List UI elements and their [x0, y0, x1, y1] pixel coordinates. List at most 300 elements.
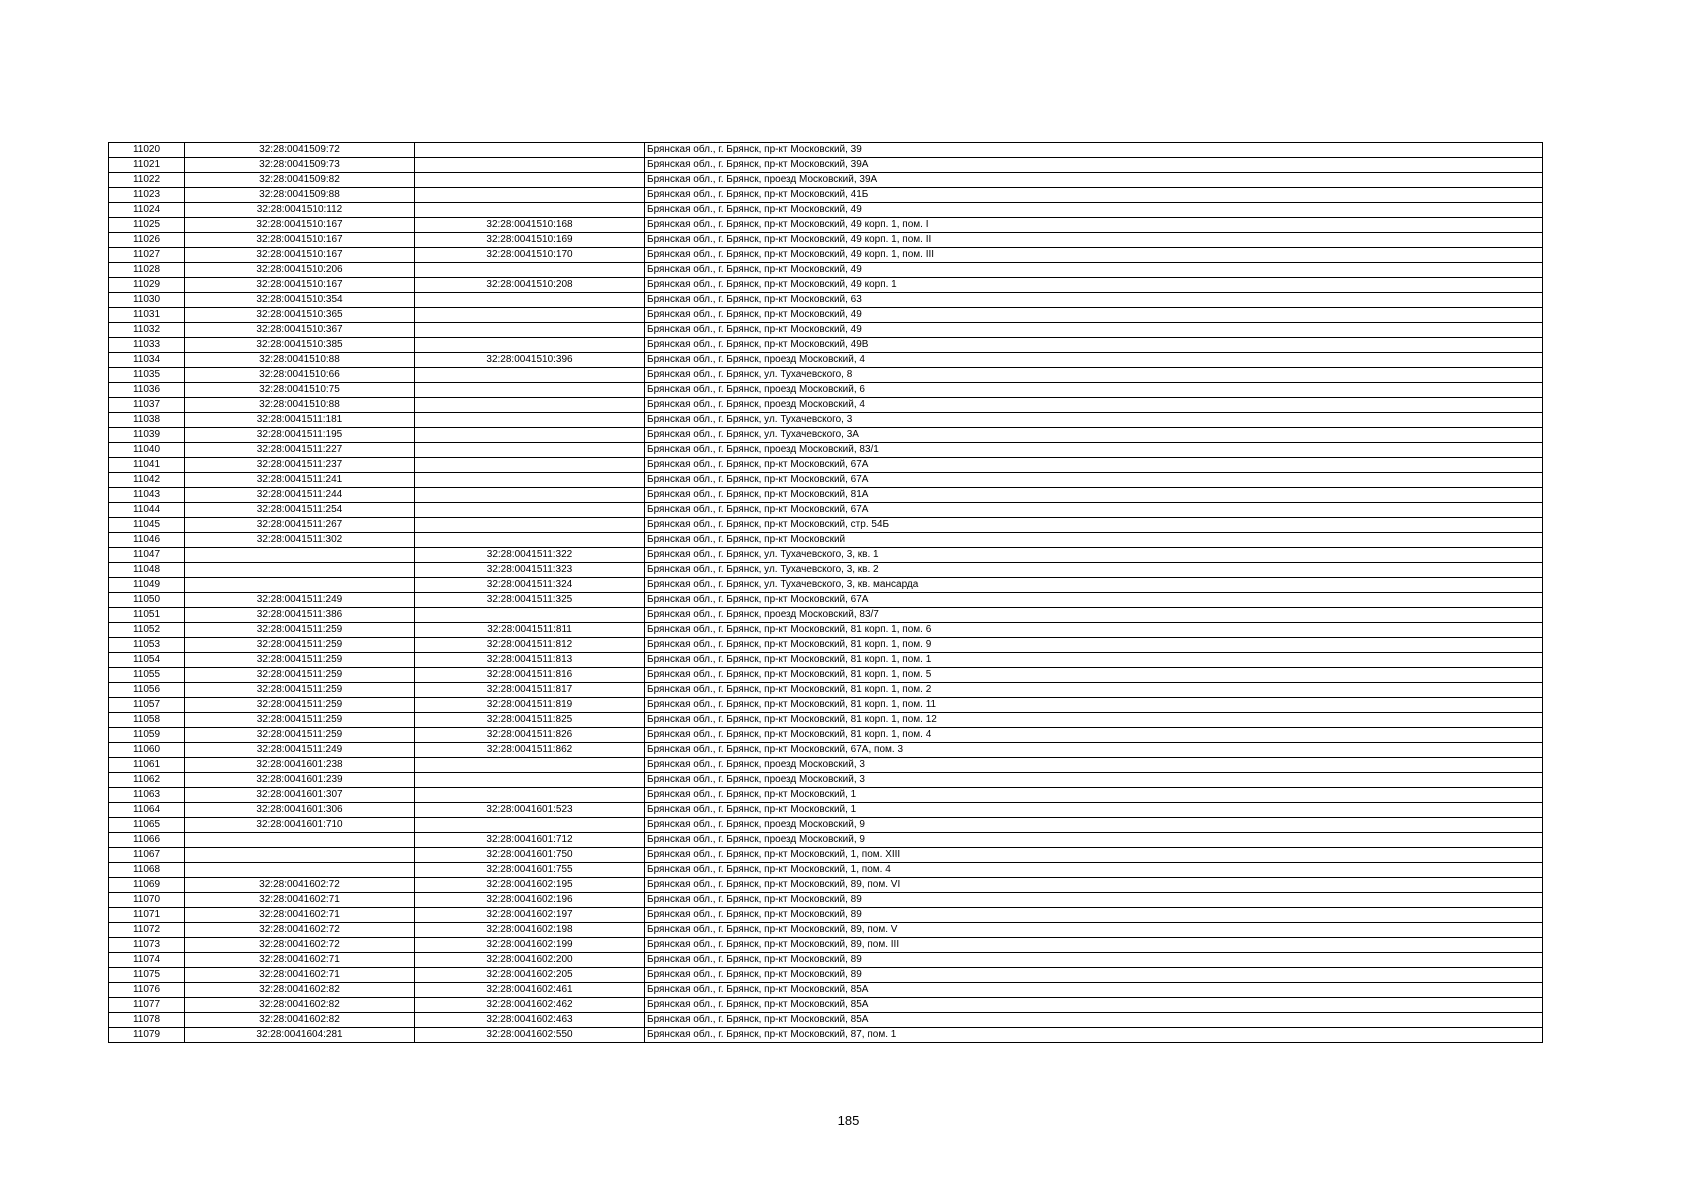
cadastral-number-cell: 32:28:0041602:71 [185, 893, 415, 908]
row-number-cell: 11049 [109, 578, 185, 593]
address-cell: Брянская обл., г. Брянск, пр-кт Московский, 41Б [645, 188, 1543, 203]
related-cadastral-number-cell: 32:28:0041510:170 [415, 248, 645, 263]
related-cadastral-number-cell: 32:28:0041511:819 [415, 698, 645, 713]
cadastral-number-cell: 32:28:0041511:386 [185, 608, 415, 623]
address-cell: Брянская обл., г. Брянск, пр-кт Московский, 67А [645, 503, 1543, 518]
address-cell: Брянская обл., г. Брянск, проезд Московский, 3 [645, 773, 1543, 788]
related-cadastral-number-cell: 32:28:0041602:198 [415, 923, 645, 938]
cadastral-number-cell: 32:28:0041602:82 [185, 998, 415, 1013]
address-cell: Брянская обл., г. Брянск, ул. Тухачевского, 3 [645, 413, 1543, 428]
related-cadastral-number-cell [415, 533, 645, 548]
row-number-cell: 11072 [109, 923, 185, 938]
row-number-cell: 11032 [109, 323, 185, 338]
related-cadastral-number-cell: 32:28:0041602:205 [415, 968, 645, 983]
address-cell: Брянская обл., г. Брянск, проезд Московский, 39А [645, 173, 1543, 188]
cadastral-number-cell: 32:28:0041511:241 [185, 473, 415, 488]
address-cell: Брянская обл., г. Брянск, ул. Тухачевского, 3А [645, 428, 1543, 443]
table-row [109, 773, 1543, 788]
cadastral-number-cell [185, 863, 415, 878]
row-number-cell: 11047 [109, 548, 185, 563]
table-row [109, 743, 1543, 758]
table-row [109, 968, 1543, 983]
table-row [109, 593, 1543, 608]
cadastral-number-cell: 32:28:0041509:88 [185, 188, 415, 203]
address-cell: Брянская обл., г. Брянск, пр-кт Московский, 81 корп. 1, пом. 6 [645, 623, 1543, 638]
related-cadastral-number-cell [415, 158, 645, 173]
table-row [109, 1028, 1543, 1043]
cadastral-number-cell: 32:28:0041510:112 [185, 203, 415, 218]
address-cell: Брянская обл., г. Брянск, пр-кт Московский, 67А [645, 458, 1543, 473]
related-cadastral-number-cell: 32:28:0041601:523 [415, 803, 645, 818]
cadastral-number-cell: 32:28:0041510:167 [185, 278, 415, 293]
cadastral-number-cell: 32:28:0041602:71 [185, 908, 415, 923]
table-row [109, 428, 1543, 443]
address-cell: Брянская обл., г. Брянск, пр-кт Московский, 81 корп. 1, пом. 1 [645, 653, 1543, 668]
table-row [109, 758, 1543, 773]
address-cell: Брянская обл., г. Брянск, пр-кт Московский, 39А [645, 158, 1543, 173]
row-number-cell: 11064 [109, 803, 185, 818]
row-number-cell: 11074 [109, 953, 185, 968]
row-number-cell: 11028 [109, 263, 185, 278]
related-cadastral-number-cell: 32:28:0041510:168 [415, 218, 645, 233]
address-cell: Брянская обл., г. Брянск, ул. Тухачевского, 8 [645, 368, 1543, 383]
related-cadastral-number-cell [415, 263, 645, 278]
related-cadastral-number-cell: 32:28:0041511:324 [415, 578, 645, 593]
table-row [109, 713, 1543, 728]
row-number-cell: 11055 [109, 668, 185, 683]
row-number-cell: 11060 [109, 743, 185, 758]
row-number-cell: 11038 [109, 413, 185, 428]
address-cell: Брянская обл., г. Брянск, пр-кт Московский, 89, пом. V [645, 923, 1543, 938]
address-cell: Брянская обл., г. Брянск, пр-кт Московский, 67А [645, 593, 1543, 608]
cadastral-number-cell: 32:28:0041510:365 [185, 308, 415, 323]
address-cell: Брянская обл., г. Брянск, пр-кт Московский, 81 корп. 1, пом. 4 [645, 728, 1543, 743]
cadastral-number-cell: 32:28:0041602:82 [185, 983, 415, 998]
cadastral-number-cell: 32:28:0041602:71 [185, 968, 415, 983]
address-cell: Брянская обл., г. Брянск, пр-кт Московский, 89 [645, 893, 1543, 908]
row-number-cell: 11040 [109, 443, 185, 458]
table-row [109, 263, 1543, 278]
cadastral-number-cell: 32:28:0041601:238 [185, 758, 415, 773]
address-cell: Брянская обл., г. Брянск, проезд Московский, 4 [645, 353, 1543, 368]
cadastral-number-cell: 32:28:0041510:167 [185, 233, 415, 248]
row-number-cell: 11046 [109, 533, 185, 548]
address-cell: Брянская обл., г. Брянск, проезд Московский, 9 [645, 818, 1543, 833]
row-number-cell: 11051 [109, 608, 185, 623]
cadastral-number-cell [185, 848, 415, 863]
table-row [109, 473, 1543, 488]
related-cadastral-number-cell [415, 818, 645, 833]
table-row [109, 458, 1543, 473]
row-number-cell: 11044 [109, 503, 185, 518]
address-cell: Брянская обл., г. Брянск, пр-кт Московский, 81 корп. 1, пом. 2 [645, 683, 1543, 698]
related-cadastral-number-cell: 32:28:0041602:200 [415, 953, 645, 968]
table-row [109, 398, 1543, 413]
cadastral-number-cell: 32:28:0041510:167 [185, 248, 415, 263]
related-cadastral-number-cell: 32:28:0041511:323 [415, 563, 645, 578]
table-row [109, 203, 1543, 218]
table-row [109, 443, 1543, 458]
address-cell: Брянская обл., г. Брянск, пр-кт Московский, 81 корп. 1, пом. 9 [645, 638, 1543, 653]
address-cell: Брянская обл., г. Брянск, пр-кт Московский, 1 [645, 788, 1543, 803]
table-row [109, 938, 1543, 953]
table-row [109, 923, 1543, 938]
row-number-cell: 11024 [109, 203, 185, 218]
cadastral-number-cell: 32:28:0041509:82 [185, 173, 415, 188]
related-cadastral-number-cell: 32:28:0041511:826 [415, 728, 645, 743]
table-row [109, 1013, 1543, 1028]
cadastral-number-cell: 32:28:0041510:385 [185, 338, 415, 353]
related-cadastral-number-cell: 32:28:0041511:322 [415, 548, 645, 563]
table-row [109, 953, 1543, 968]
related-cadastral-number-cell [415, 488, 645, 503]
related-cadastral-number-cell: 32:28:0041602:462 [415, 998, 645, 1013]
row-number-cell: 11079 [109, 1028, 185, 1043]
row-number-cell: 11070 [109, 893, 185, 908]
address-cell: Брянская обл., г. Брянск, пр-кт Московский, 89, пом. VI [645, 878, 1543, 893]
related-cadastral-number-cell [415, 398, 645, 413]
cadastral-number-cell: 32:28:0041511:259 [185, 728, 415, 743]
cadastral-number-cell: 32:28:0041511:181 [185, 413, 415, 428]
address-cell: Брянская обл., г. Брянск, проезд Московский, 83/7 [645, 608, 1543, 623]
address-cell: Брянская обл., г. Брянск, пр-кт Московский, 89, пом. III [645, 938, 1543, 953]
address-cell: Брянская обл., г. Брянск, проезд Московский, 4 [645, 398, 1543, 413]
cadastral-number-cell: 32:28:0041511:195 [185, 428, 415, 443]
related-cadastral-number-cell [415, 188, 645, 203]
table-row [109, 698, 1543, 713]
table-row [109, 998, 1543, 1013]
address-cell: Брянская обл., г. Брянск, пр-кт Московский, 81 корп. 1, пом. 5 [645, 668, 1543, 683]
cadastral-number-cell [185, 548, 415, 563]
cadastral-number-cell: 32:28:0041510:75 [185, 383, 415, 398]
related-cadastral-number-cell: 32:28:0041602:195 [415, 878, 645, 893]
address-cell: Брянская обл., г. Брянск, пр-кт Московский, 1, пом. XIII [645, 848, 1543, 863]
cadastral-number-cell: 32:28:0041511:259 [185, 638, 415, 653]
address-cell: Брянская обл., г. Брянск, пр-кт Московский, 67А [645, 473, 1543, 488]
address-cell: Брянская обл., г. Брянск, проезд Московский, 3 [645, 758, 1543, 773]
row-number-cell: 11053 [109, 638, 185, 653]
table-row [109, 188, 1543, 203]
related-cadastral-number-cell [415, 203, 645, 218]
row-number-cell: 11025 [109, 218, 185, 233]
table-row [109, 278, 1543, 293]
table-row [109, 818, 1543, 833]
table-row [109, 218, 1543, 233]
row-number-cell: 11041 [109, 458, 185, 473]
related-cadastral-number-cell [415, 308, 645, 323]
cadastral-number-cell [185, 578, 415, 593]
cadastral-number-cell: 32:28:0041602:82 [185, 1013, 415, 1028]
related-cadastral-number-cell [415, 773, 645, 788]
cadastral-number-cell: 32:28:0041511:237 [185, 458, 415, 473]
address-cell: Брянская обл., г. Брянск, пр-кт Московский, 89 [645, 968, 1543, 983]
row-number-cell: 11068 [109, 863, 185, 878]
row-number-cell: 11076 [109, 983, 185, 998]
row-number-cell: 11043 [109, 488, 185, 503]
table-row [109, 338, 1543, 353]
row-number-cell: 11063 [109, 788, 185, 803]
address-cell: Брянская обл., г. Брянск, пр-кт Московский, 89 [645, 908, 1543, 923]
table-row [109, 608, 1543, 623]
related-cadastral-number-cell [415, 323, 645, 338]
cadastral-number-cell: 32:28:0041511:267 [185, 518, 415, 533]
row-number-cell: 11067 [109, 848, 185, 863]
registry-table-body [109, 143, 1543, 1043]
row-number-cell: 11033 [109, 338, 185, 353]
cadastral-number-cell: 32:28:0041601:306 [185, 803, 415, 818]
table-row [109, 878, 1543, 893]
related-cadastral-number-cell: 32:28:0041511:862 [415, 743, 645, 758]
table-row [109, 233, 1543, 248]
cadastral-number-cell: 32:28:0041602:71 [185, 953, 415, 968]
table-row [109, 383, 1543, 398]
row-number-cell: 11027 [109, 248, 185, 263]
row-number-cell: 11071 [109, 908, 185, 923]
row-number-cell: 11069 [109, 878, 185, 893]
row-number-cell: 11075 [109, 968, 185, 983]
cadastral-number-cell: 32:28:0041509:72 [185, 143, 415, 158]
table-row [109, 563, 1543, 578]
cadastral-number-cell: 32:28:0041511:259 [185, 653, 415, 668]
related-cadastral-number-cell [415, 413, 645, 428]
related-cadastral-number-cell [415, 338, 645, 353]
table-row [109, 143, 1543, 158]
row-number-cell: 11022 [109, 173, 185, 188]
address-cell: Брянская обл., г. Брянск, пр-кт Московский, 85А [645, 1013, 1543, 1028]
related-cadastral-number-cell [415, 758, 645, 773]
cadastral-number-cell: 32:28:0041510:167 [185, 218, 415, 233]
table-row [109, 893, 1543, 908]
table-row [109, 248, 1543, 263]
table-row [109, 683, 1543, 698]
cadastral-number-cell: 32:28:0041511:254 [185, 503, 415, 518]
row-number-cell: 11050 [109, 593, 185, 608]
address-cell: Брянская обл., г. Брянск, проезд Московский, 9 [645, 833, 1543, 848]
table-row [109, 623, 1543, 638]
cadastral-number-cell: 32:28:0041511:244 [185, 488, 415, 503]
row-number-cell: 11048 [109, 563, 185, 578]
related-cadastral-number-cell: 32:28:0041602:196 [415, 893, 645, 908]
table-row [109, 638, 1543, 653]
cadastral-number-cell: 32:28:0041511:249 [185, 593, 415, 608]
cadastral-number-cell: 32:28:0041511:249 [185, 743, 415, 758]
address-cell: Брянская обл., г. Брянск, пр-кт Московский, 39 [645, 143, 1543, 158]
cadastral-number-cell: 32:28:0041604:281 [185, 1028, 415, 1043]
related-cadastral-number-cell: 32:28:0041511:813 [415, 653, 645, 668]
related-cadastral-number-cell: 32:28:0041602:463 [415, 1013, 645, 1028]
table-row [109, 308, 1543, 323]
cadastral-number-cell: 32:28:0041510:206 [185, 263, 415, 278]
address-cell: Брянская обл., г. Брянск, пр-кт Московский, 1, пом. 4 [645, 863, 1543, 878]
related-cadastral-number-cell [415, 608, 645, 623]
row-number-cell: 11077 [109, 998, 185, 1013]
related-cadastral-number-cell: 32:28:0041601:750 [415, 848, 645, 863]
cadastral-number-cell: 32:28:0041602:72 [185, 923, 415, 938]
address-cell: Брянская обл., г. Брянск, пр-кт Московский, 49В [645, 338, 1543, 353]
row-number-cell: 11054 [109, 653, 185, 668]
address-cell: Брянская обл., г. Брянск, пр-кт Московский, стр. 54Б [645, 518, 1543, 533]
address-cell: Брянская обл., г. Брянск, пр-кт Московский, 1 [645, 803, 1543, 818]
address-cell: Брянская обл., г. Брянск, проезд Московский, 83/1 [645, 443, 1543, 458]
related-cadastral-number-cell [415, 458, 645, 473]
address-cell: Брянская обл., г. Брянск, пр-кт Московский, 89 [645, 953, 1543, 968]
address-cell: Брянская обл., г. Брянск, пр-кт Московский, 49 [645, 308, 1543, 323]
row-number-cell: 11057 [109, 698, 185, 713]
cadastral-number-cell: 32:28:0041511:259 [185, 713, 415, 728]
table-row [109, 728, 1543, 743]
table-row [109, 578, 1543, 593]
row-number-cell: 11029 [109, 278, 185, 293]
row-number-cell: 11065 [109, 818, 185, 833]
related-cadastral-number-cell [415, 503, 645, 518]
related-cadastral-number-cell: 32:28:0041511:816 [415, 668, 645, 683]
related-cadastral-number-cell: 32:28:0041511:811 [415, 623, 645, 638]
address-cell: Брянская обл., г. Брянск, пр-кт Московский, 87, пом. 1 [645, 1028, 1543, 1043]
cadastral-number-cell [185, 833, 415, 848]
table-row [109, 833, 1543, 848]
cadastral-number-cell: 32:28:0041510:66 [185, 368, 415, 383]
address-cell: Брянская обл., г. Брянск, пр-кт Московский, 81 корп. 1, пом. 12 [645, 713, 1543, 728]
table-row [109, 518, 1543, 533]
row-number-cell: 11030 [109, 293, 185, 308]
table-row [109, 353, 1543, 368]
table-row [109, 293, 1543, 308]
table-row [109, 908, 1543, 923]
registry-table-container [108, 142, 1542, 1043]
address-cell: Брянская обл., г. Брянск, ул. Тухачевского, 3, кв. мансарда [645, 578, 1543, 593]
related-cadastral-number-cell: 32:28:0041510:169 [415, 233, 645, 248]
related-cadastral-number-cell [415, 473, 645, 488]
address-cell: Брянская обл., г. Брянск, пр-кт Московский, 49 корп. 1, пом. III [645, 248, 1543, 263]
related-cadastral-number-cell: 32:28:0041602:550 [415, 1028, 645, 1043]
address-cell: Брянская обл., г. Брянск, пр-кт Московский, 63 [645, 293, 1543, 308]
cadastral-number-cell: 32:28:0041602:72 [185, 878, 415, 893]
related-cadastral-number-cell: 32:28:0041601:712 [415, 833, 645, 848]
row-number-cell: 11045 [109, 518, 185, 533]
address-cell: Брянская обл., г. Брянск, пр-кт Московский, 49 [645, 323, 1543, 338]
related-cadastral-number-cell: 32:28:0041601:755 [415, 863, 645, 878]
related-cadastral-number-cell: 32:28:0041511:817 [415, 683, 645, 698]
row-number-cell: 11037 [109, 398, 185, 413]
cadastral-number-cell: 32:28:0041511:259 [185, 623, 415, 638]
address-cell: Брянская обл., г. Брянск, пр-кт Московский, 67А, пом. 3 [645, 743, 1543, 758]
row-number-cell: 11042 [109, 473, 185, 488]
related-cadastral-number-cell: 32:28:0041510:208 [415, 278, 645, 293]
row-number-cell: 11078 [109, 1013, 185, 1028]
related-cadastral-number-cell [415, 143, 645, 158]
table-row [109, 173, 1543, 188]
cadastral-number-cell: 32:28:0041511:302 [185, 533, 415, 548]
related-cadastral-number-cell: 32:28:0041511:825 [415, 713, 645, 728]
row-number-cell: 11035 [109, 368, 185, 383]
row-number-cell: 11034 [109, 353, 185, 368]
related-cadastral-number-cell [415, 443, 645, 458]
row-number-cell: 11023 [109, 188, 185, 203]
row-number-cell: 11020 [109, 143, 185, 158]
related-cadastral-number-cell: 32:28:0041602:197 [415, 908, 645, 923]
address-cell: Брянская обл., г. Брянск, ул. Тухачевского, 3, кв. 1 [645, 548, 1543, 563]
cadastral-number-cell: 32:28:0041511:259 [185, 698, 415, 713]
cadastral-number-cell: 32:28:0041601:710 [185, 818, 415, 833]
address-cell: Брянская обл., г. Брянск, пр-кт Московский, 81 корп. 1, пом. 11 [645, 698, 1543, 713]
related-cadastral-number-cell [415, 428, 645, 443]
cadastral-number-cell: 32:28:0041511:259 [185, 668, 415, 683]
address-cell: Брянская обл., г. Брянск, пр-кт Московский, 49 корп. 1 [645, 278, 1543, 293]
address-cell: Брянская обл., г. Брянск, пр-кт Московский, 81А [645, 488, 1543, 503]
table-row [109, 788, 1543, 803]
related-cadastral-number-cell [415, 368, 645, 383]
row-number-cell: 11058 [109, 713, 185, 728]
related-cadastral-number-cell [415, 293, 645, 308]
related-cadastral-number-cell: 32:28:0041602:461 [415, 983, 645, 998]
cadastral-number-cell: 32:28:0041510:367 [185, 323, 415, 338]
table-row [109, 503, 1543, 518]
address-cell: Брянская обл., г. Брянск, проезд Московский, 6 [645, 383, 1543, 398]
address-cell: Брянская обл., г. Брянск, пр-кт Московский, 49 [645, 203, 1543, 218]
related-cadastral-number-cell [415, 173, 645, 188]
cadastral-number-cell: 32:28:0041601:239 [185, 773, 415, 788]
table-row [109, 653, 1543, 668]
page-number: 185 [837, 1113, 860, 1128]
address-cell: Брянская обл., г. Брянск, пр-кт Московский, 85А [645, 998, 1543, 1013]
row-number-cell: 11021 [109, 158, 185, 173]
cadastral-number-cell: 32:28:0041601:307 [185, 788, 415, 803]
cadastral-number-cell: 32:28:0041511:259 [185, 683, 415, 698]
row-number-cell: 11036 [109, 383, 185, 398]
related-cadastral-number-cell [415, 518, 645, 533]
table-row [109, 158, 1543, 173]
row-number-cell: 11052 [109, 623, 185, 638]
table-row [109, 983, 1543, 998]
row-number-cell: 11039 [109, 428, 185, 443]
address-cell: Брянская обл., г. Брянск, пр-кт Московский [645, 533, 1543, 548]
cadastral-number-cell: 32:28:0041510:88 [185, 353, 415, 368]
table-row [109, 848, 1543, 863]
table-row [109, 803, 1543, 818]
table-row [109, 668, 1543, 683]
table-row [109, 413, 1543, 428]
table-row [109, 548, 1543, 563]
table-row [109, 488, 1543, 503]
row-number-cell: 11059 [109, 728, 185, 743]
cadastral-number-cell: 32:28:0041602:72 [185, 938, 415, 953]
row-number-cell: 11073 [109, 938, 185, 953]
related-cadastral-number-cell: 32:28:0041602:199 [415, 938, 645, 953]
related-cadastral-number-cell: 32:28:0041510:396 [415, 353, 645, 368]
address-cell: Брянская обл., г. Брянск, пр-кт Московский, 85А [645, 983, 1543, 998]
row-number-cell: 11062 [109, 773, 185, 788]
cadastral-number-cell [185, 563, 415, 578]
row-number-cell: 11061 [109, 758, 185, 773]
address-cell: Брянская обл., г. Брянск, пр-кт Московский, 49 корп. 1, пом. II [645, 233, 1543, 248]
cadastral-number-cell: 32:28:0041510:88 [185, 398, 415, 413]
address-cell: Брянская обл., г. Брянск, ул. Тухачевского, 3, кв. 2 [645, 563, 1543, 578]
row-number-cell: 11031 [109, 308, 185, 323]
related-cadastral-number-cell [415, 383, 645, 398]
cadastral-number-cell: 32:28:0041509:73 [185, 158, 415, 173]
row-number-cell: 11066 [109, 833, 185, 848]
table-row [109, 368, 1543, 383]
table-row [109, 533, 1543, 548]
related-cadastral-number-cell: 32:28:0041511:812 [415, 638, 645, 653]
related-cadastral-number-cell [415, 788, 645, 803]
cadastral-number-cell: 32:28:0041510:354 [185, 293, 415, 308]
row-number-cell: 11026 [109, 233, 185, 248]
address-cell: Брянская обл., г. Брянск, пр-кт Московский, 49 корп. 1, пом. I [645, 218, 1543, 233]
address-cell: Брянская обл., г. Брянск, пр-кт Московский, 49 [645, 263, 1543, 278]
row-number-cell: 11056 [109, 683, 185, 698]
table-row [109, 863, 1543, 878]
